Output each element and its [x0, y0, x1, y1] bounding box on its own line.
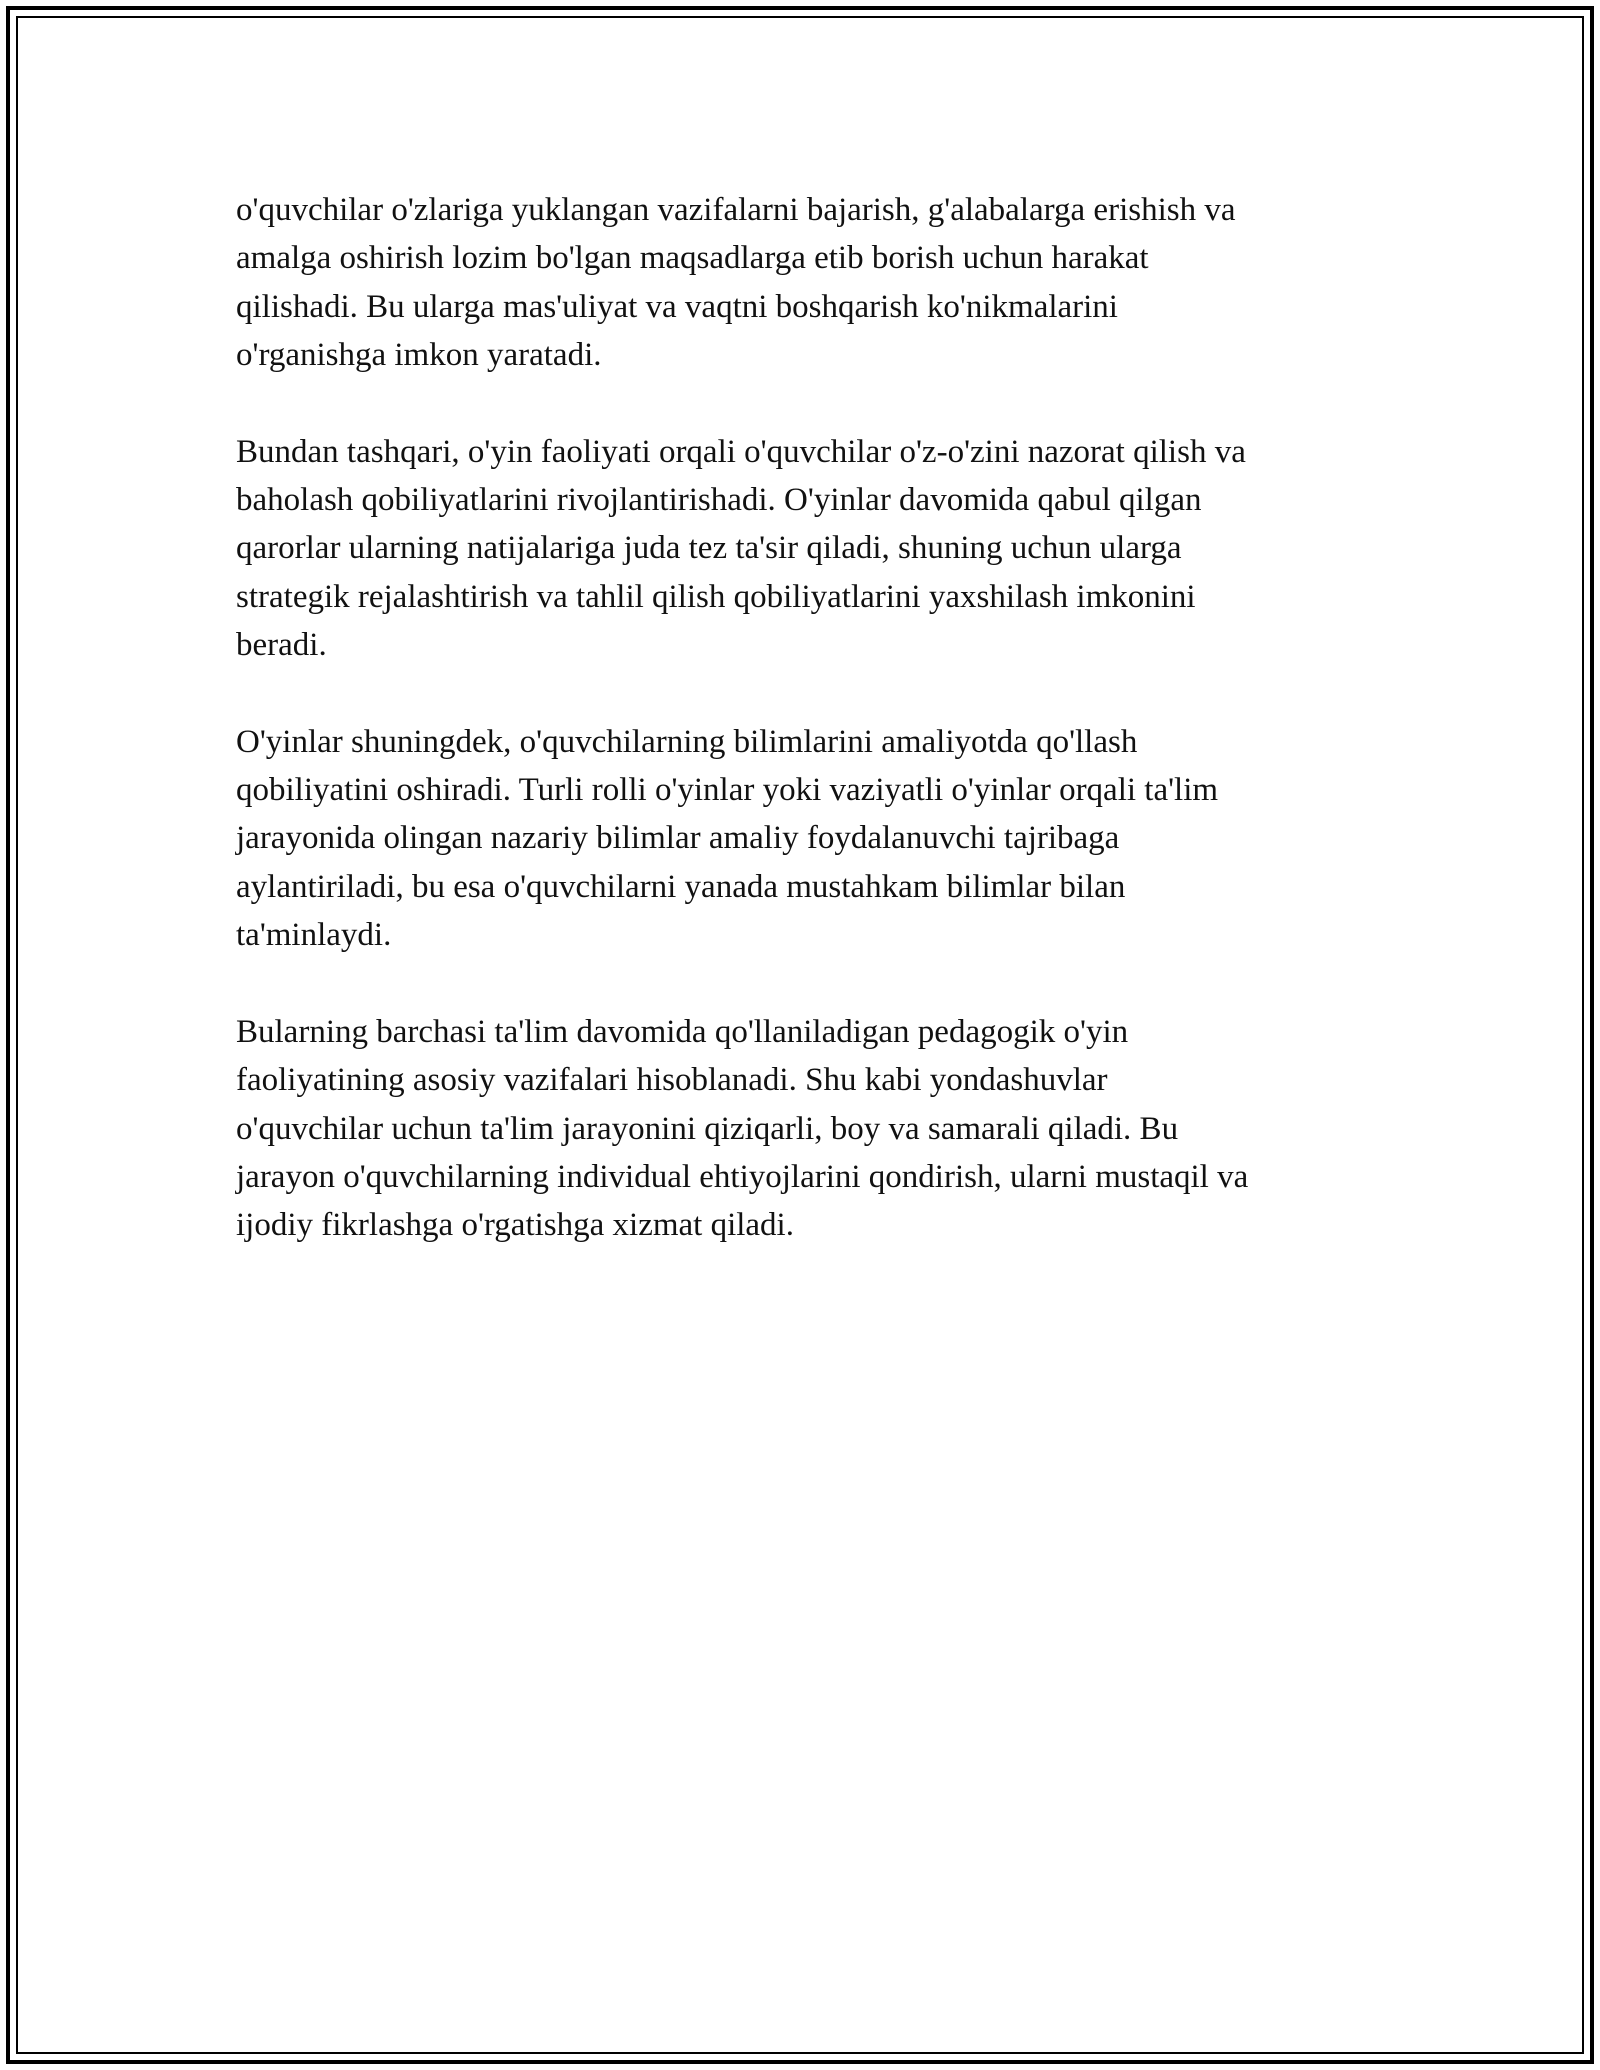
paragraph-3: O'yinlar shuningdek, o'quvchilarning bilimlarini amaliyotda qo'llash qobiliyatini oshiradi. Turli rolli o'yinlar yoki vaziyatli o'yinlar orqali ta'lim jarayonida olingan nazariy bilimlar amaliy foydalanuvchi tajribaga aylantiriladi, bu esa o'quvchilarni yanada mustahkam bilimlar bilan ta'minlaydi. — [236, 723, 1219, 954]
document-body — [236, 186, 1386, 1298]
paragraph-4: Bularning barchasi ta'lim davomida qo'llaniladigan pedagogik o'yin faoliyatining asosiy vazifalari hisoblanadi. Shu kabi yondashuvlar o'quvchilar uchun ta'lim jarayonini qiziqarli, boy va samarali qiladi. Bu jarayon o'quvchilarning individual ehtiyojlarini qondirish, ularni mustaqil va ijodiy fikrlashga o'rgatishga xizmat qiladi. — [236, 1013, 1249, 1244]
paragraph-2: Bundan tashqari, o'yin faoliyati orqali o'quvchilar o'z-o'zini nazorat qilish va baholash qobiliyatlarini rivojlantirishadi. O'yinlar davomida qabul qilgan qarorlar ularning natijalariga juda tez ta'sir qiladi, shuning uchun ularga strategik rejalashtirish va tahlil qilish qobiliyatlarini yaxshilash imkonini beradi. — [236, 433, 1246, 664]
paragraph-1: o'quvchilar o'zlariga yuklangan vazifalarni bajarish, g'alabalarga erishish va amalga oshirish lozim bo'lgan maqsadlarga etib borish uchun harakat qilishadi. Bu ularga mas'uliyat va vaqtni boshqarish ko'nikmalarini o'rganishga imkon yaratadi. — [236, 192, 1236, 374]
